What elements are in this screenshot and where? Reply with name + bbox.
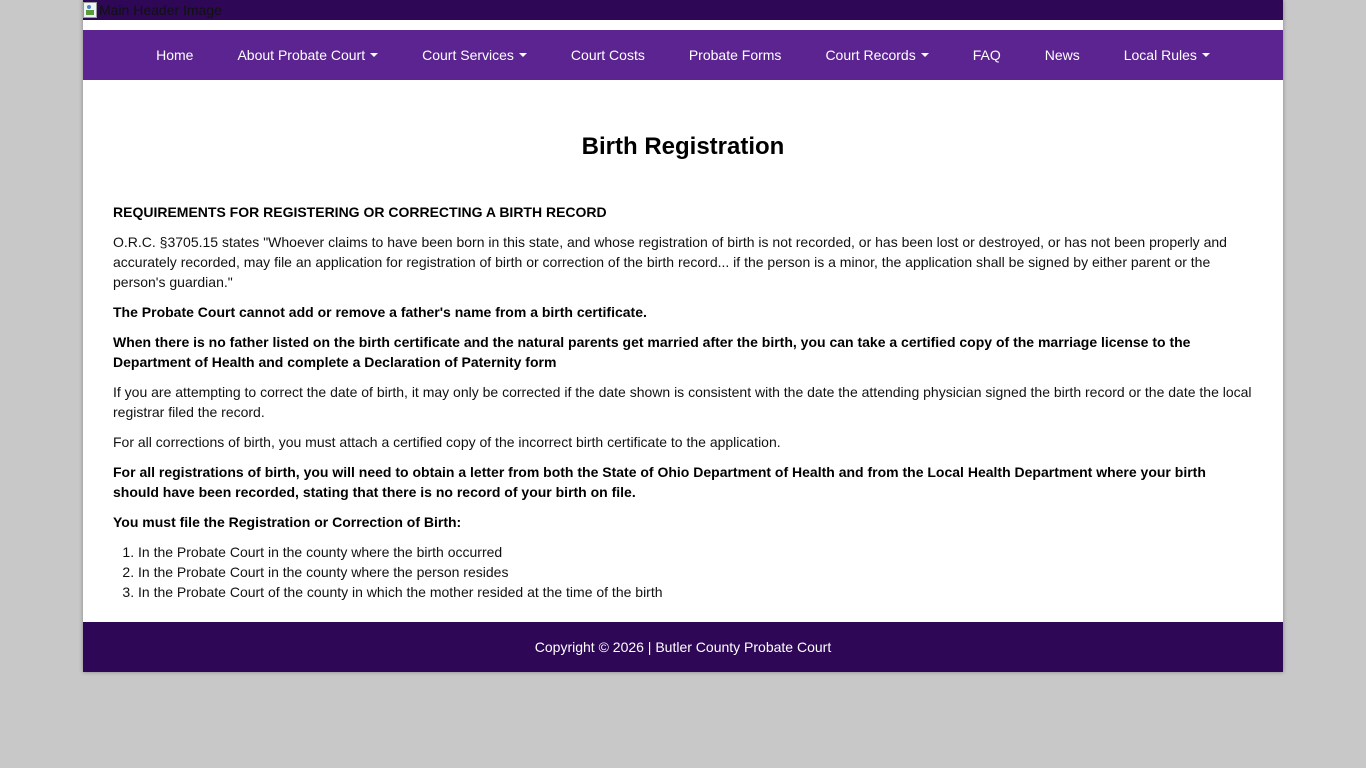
list-item: 2. In the Probate Court in the county where the person resides bbox=[138, 562, 1253, 582]
paragraph-filing-location-intro: You must file the Registration or Correction of Birth: bbox=[113, 514, 462, 530]
paragraph-registration-letters: For all registrations of birth, you will need to obtain a letter from both the State of Ohio Department of Health and from the Local Health Department where your birth should have been recorded, stating that there is no record of your birth on file. bbox=[113, 464, 1206, 500]
footer bbox=[83, 622, 1283, 672]
main-navbar bbox=[83, 30, 1283, 80]
broken-image-icon bbox=[83, 2, 97, 18]
paragraph-paternity-notice: When there is no father listed on the birth certificate and the natural parents get married after the birth, you can take a certified copy of the marriage license to the Department of Health and complete a Declaration of Paternity form bbox=[113, 334, 1191, 370]
nav-about-probate-court[interactable] bbox=[215, 30, 400, 80]
paragraph-date-correction: If you are attempting to correct the date of birth, it may only be corrected if the date shown is consistent with the date the attending physician signed the birth record or the date the local registrar filed the record. bbox=[113, 384, 1252, 420]
nav-news[interactable] bbox=[1023, 30, 1102, 80]
nav-home[interactable] bbox=[134, 30, 215, 80]
nav-court-services-label: Court Services bbox=[422, 47, 514, 63]
nav-probate-forms-label: Probate Forms bbox=[688, 47, 782, 63]
caret-down-icon bbox=[519, 53, 527, 57]
footer-copyright: Copyright © 2026 | Butler County Probate Court bbox=[534, 639, 832, 655]
header-spacer bbox=[83, 20, 1283, 30]
nav-probate-forms[interactable] bbox=[667, 30, 804, 80]
nav-home-label: Home bbox=[156, 47, 194, 63]
section-heading: REQUIREMENTS FOR REGISTERING OR CORRECTING A BIRTH RECORD bbox=[113, 204, 607, 220]
page-container bbox=[83, 0, 1283, 672]
list-item: 1. In the Probate Court in the county where the birth occurred bbox=[138, 542, 1253, 562]
nav-court-costs-label: Court Costs bbox=[570, 47, 645, 63]
nav-faq[interactable] bbox=[951, 30, 1023, 80]
nav-about-label: About Probate Court bbox=[237, 47, 366, 63]
paragraph-orc-statute: O.R.C. §3705.15 states "Whoever claims to have been born in this state, and whose registration of birth is not recorded, or has been lost or destroyed, or has not been properly and accurately recorded, may file an application for registration of birth or correction of the birth record... if the person is a minor, the application shall be signed by either parent or the person's guardian." bbox=[113, 234, 1227, 290]
nav-court-costs[interactable] bbox=[549, 30, 667, 80]
nav-court-records-label: Court Records bbox=[825, 47, 916, 63]
caret-down-icon bbox=[1202, 53, 1210, 57]
header-bar bbox=[83, 0, 1283, 20]
paragraph-father-name-notice: The Probate Court cannot add or remove a father's name from a birth certificate. bbox=[113, 304, 647, 320]
nav-court-services[interactable] bbox=[400, 30, 549, 80]
header-image bbox=[83, 0, 222, 20]
nav-local-rules-label: Local Rules bbox=[1123, 47, 1197, 63]
page-title: Birth Registration bbox=[581, 133, 785, 160]
header-image-alt: Main Header Image bbox=[99, 2, 222, 18]
nav-faq-label: FAQ bbox=[972, 47, 1001, 63]
nav-court-records[interactable] bbox=[803, 30, 950, 80]
list-item: 3. In the Probate Court of the county in which the mother resided at the time of the birth bbox=[138, 582, 1253, 602]
nav-news-label: News bbox=[1044, 47, 1080, 63]
paragraph-certified-copy: For all corrections of birth, you must attach a certified copy of the incorrect birth certificate to the application. bbox=[113, 434, 781, 450]
nav-local-rules[interactable] bbox=[1102, 30, 1232, 80]
caret-down-icon bbox=[370, 53, 378, 57]
filing-locations-list bbox=[113, 542, 1253, 602]
caret-down-icon bbox=[921, 53, 929, 57]
main-content bbox=[83, 80, 1283, 622]
